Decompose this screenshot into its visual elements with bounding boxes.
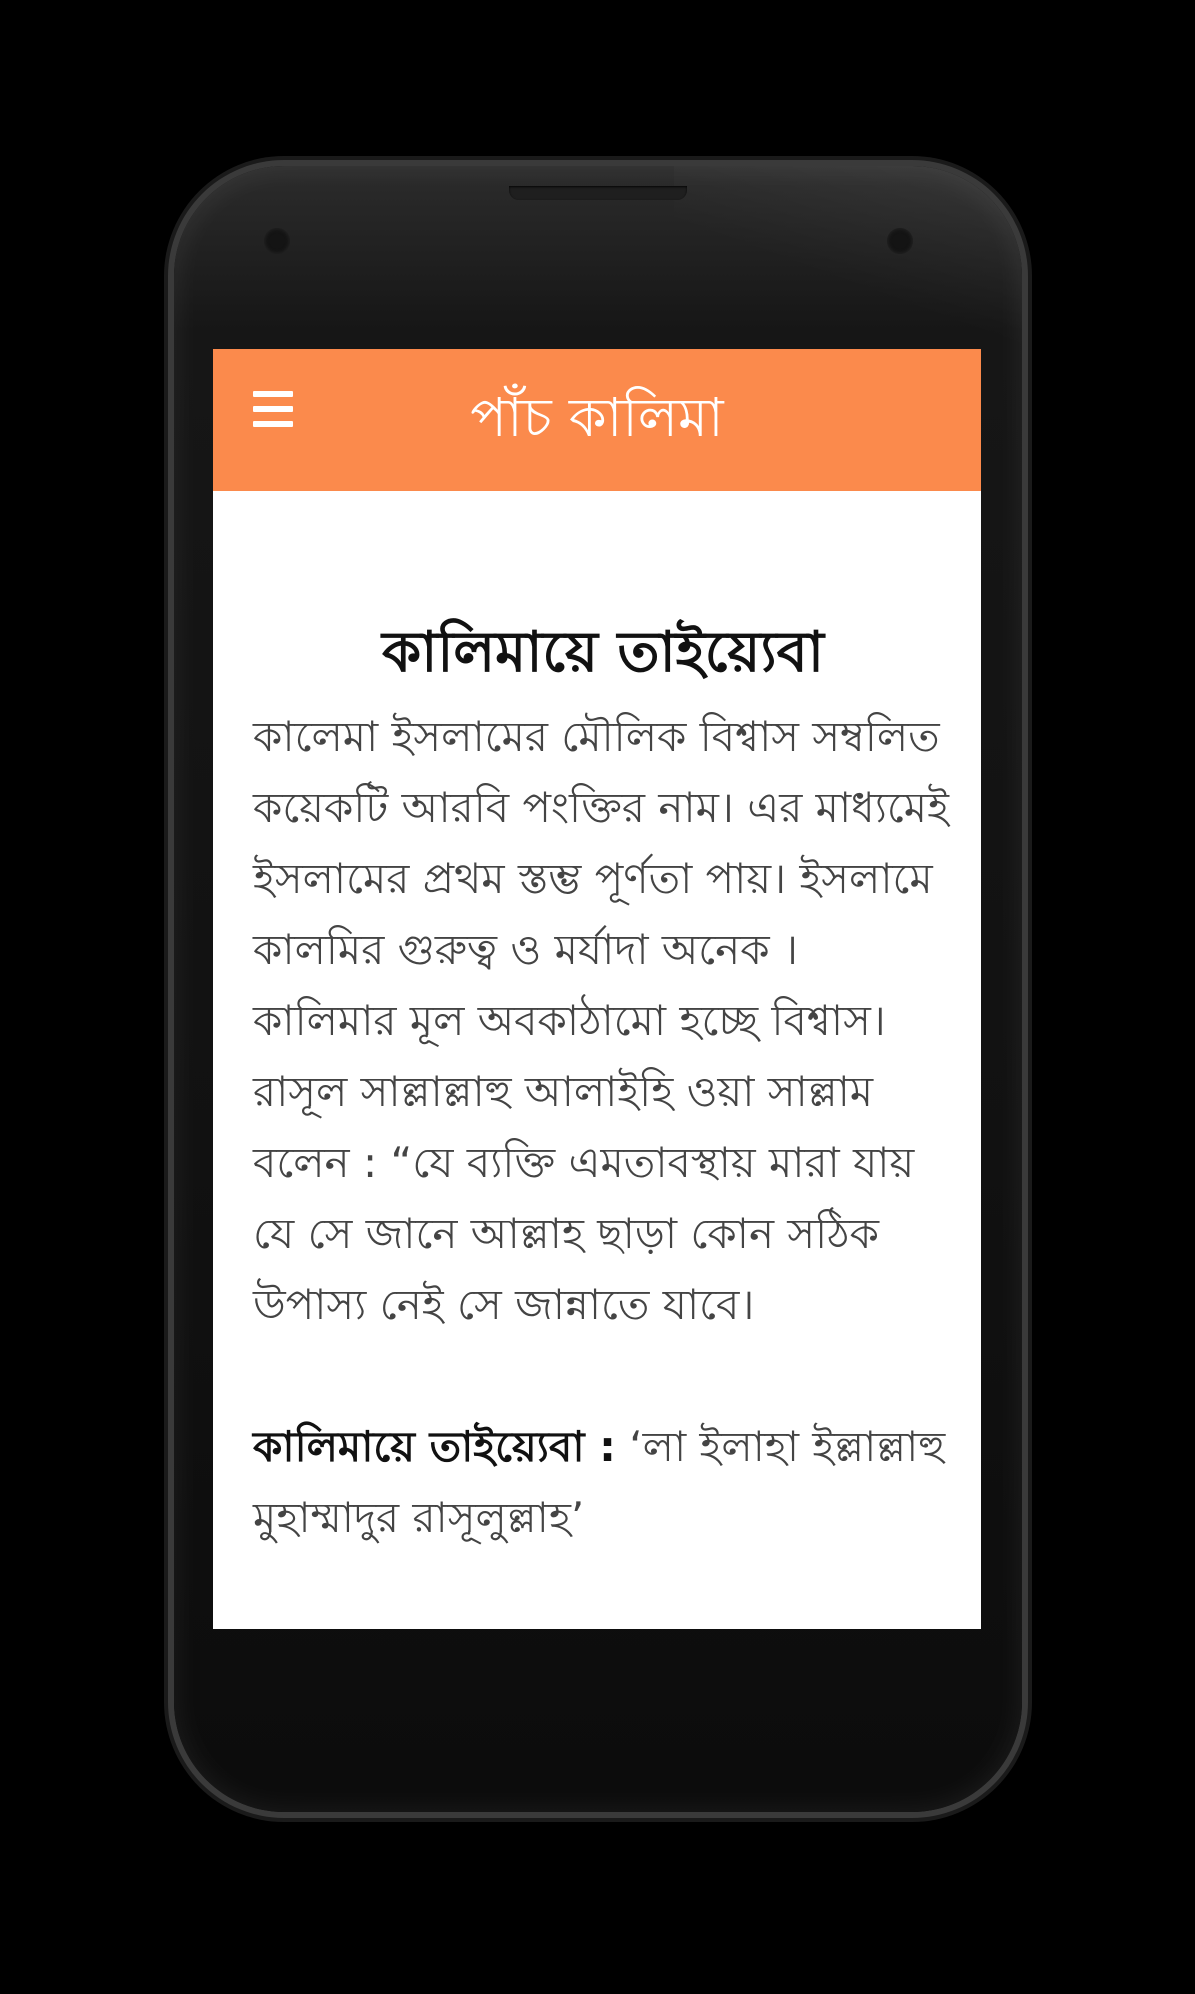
article-paragraph: কালেমা ইসলামের মৌলিক বিশ্বাস সম্বলিত কয়েকটি আরবি পংক্তির নাম। এর মাধ্যমেই ইসলামের প্রথম স্তম্ভ পূর্ণতা পায়। ইসলামে কালমির গুরুত্ব ও মর্যাদা অনেক । কালিমার মূল অবকাঠামো হচ্ছে বিশ্বাস। রাসূল সাল্লাল্লাহু আলাইহি ওয়া সাল্লাম বলেন : “যে ব্যক্তি এমতাবস্থায় মারা যায় যে সে জানে আল্লাহ ছাড়া কোন সঠিক উপাস্য নেই সে জান্নাতে যাবে। (253, 712, 949, 1329)
app-screen (213, 349, 981, 1629)
app-title: পাঁচ কালিমা (470, 386, 724, 449)
phone-glare (674, 166, 1022, 346)
earpiece-speaker (509, 186, 687, 200)
kalima-line (253, 1411, 953, 1553)
app-bar (213, 349, 981, 491)
article-heading: কালিমায়ে তাইয়্যেবা (381, 620, 824, 685)
sensor-icon (264, 228, 290, 254)
kalima-label: কালিমায়ে তাইয়্যেবা : (253, 1422, 616, 1471)
front-camera-icon (887, 228, 913, 254)
kalima-text: ‘লা ইলাহা ইল্লাল্লাহু মুহাম্মাদুর রাসূলুল্লাহ’ (253, 1422, 946, 1542)
article-content (253, 611, 953, 1553)
